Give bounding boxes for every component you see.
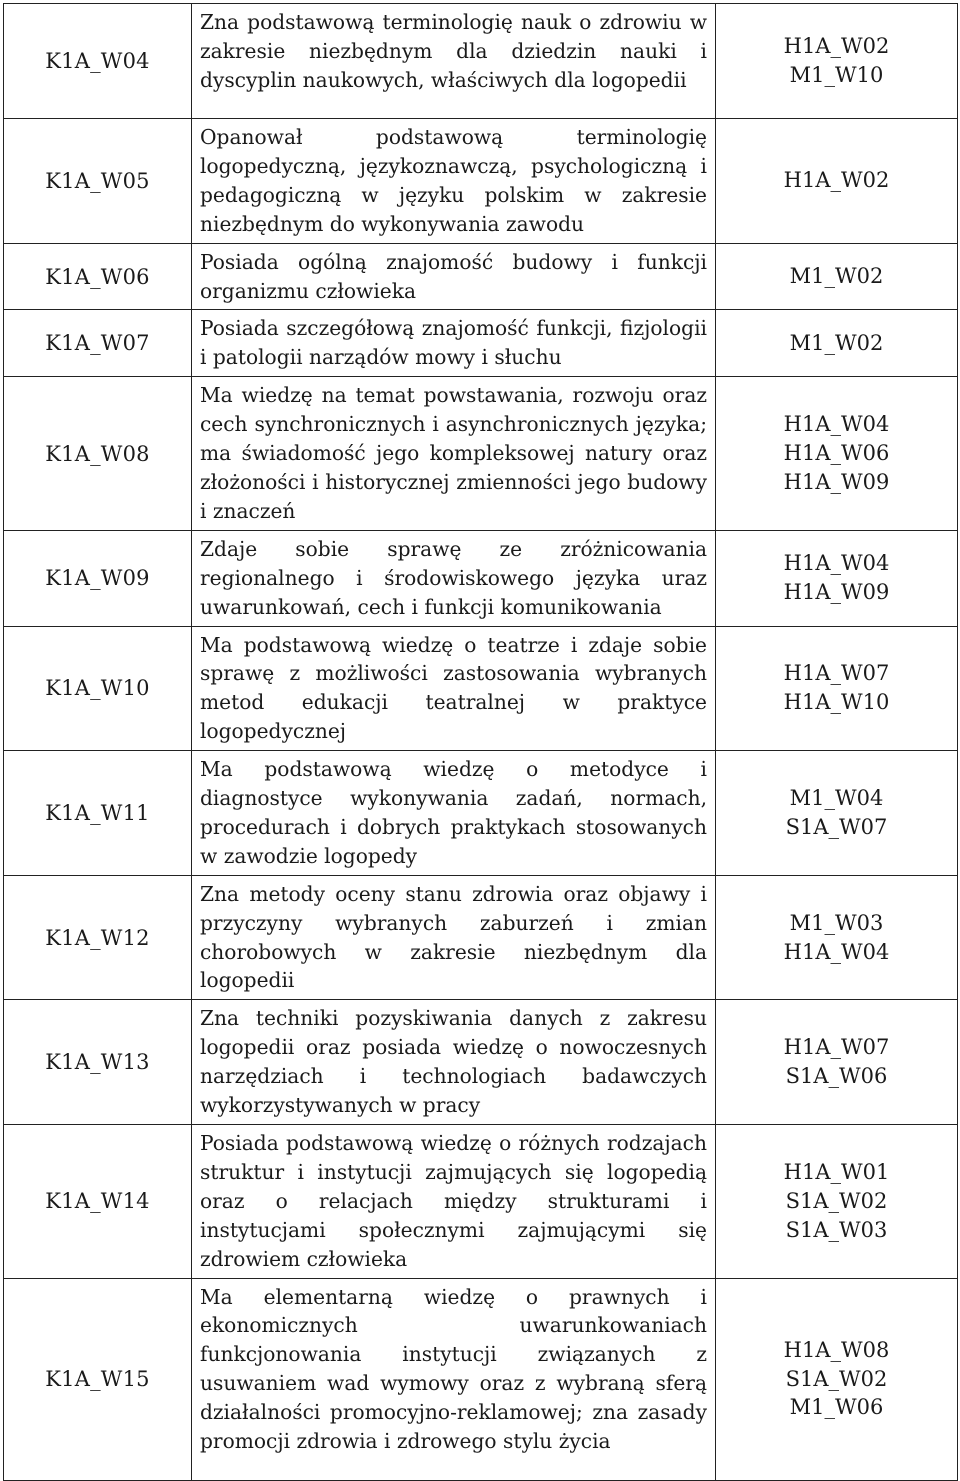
reference-code: M1_W02 [789, 264, 884, 289]
outcome-description: Ma podstawową wiedzę o metodyce i diagnostyce wykonywania zadań, normach, procedurach i dobrych praktykach stosowanych w zawodzie logopedy [192, 751, 716, 876]
reference-code: S1A_W07 [785, 814, 888, 839]
table-row [4, 377, 958, 531]
outcome-description: Posiada podstawową wiedzę o różnych rodzajach struktur i instytucji zajmujących się logopedią oraz o relacjach między strukturami i instytucjami społecznymi zajmującymi się zdrowiem człowieka [192, 1125, 716, 1279]
reference-code: M1_W04 [789, 786, 884, 811]
reference-code: H1A_W09 [783, 580, 890, 605]
outcome-code: K1A_W13 [4, 1000, 192, 1125]
reference-code: H1A_W04 [783, 939, 890, 964]
outcome-description: Opanował podstawową terminologię logopedyczną, językoznawczą, psychologiczną i pedagogiczną w języku polskim w zakresie niezbędnym do wykonywania zawodu [192, 119, 716, 244]
reference-code: H1A_W07 [783, 661, 890, 686]
table-row [4, 243, 958, 310]
table-row [4, 119, 958, 244]
reference-code: H1A_W06 [783, 441, 890, 466]
outcome-description: Ma wiedzę na temat powstawania, rozwoju oraz cech synchronicznych i asynchronicznych języka; ma świadomość jego kompleksowej natury oraz złożoności i historycznej zmienności jego budowy i znaczeń [192, 377, 716, 531]
outcome-code: K1A_W06 [4, 243, 192, 310]
reference-codes [716, 377, 958, 531]
outcome-description: Ma elementarną wiedzę o prawnych i ekonomicznych uwarunkowaniach funkcjonowania instytucji związanych z usuwaniem wad wymowy oraz z wybraną sferą działalności promocyjno-reklamowej; zna zasady promocji zdrowia i zdrowego stylu życia [192, 1278, 716, 1480]
table-row [4, 875, 958, 1000]
outcome-code: K1A_W12 [4, 875, 192, 1000]
reference-code: M1_W03 [789, 910, 884, 935]
outcome-description: Zna techniki pozyskiwania danych z zakresu logopedii oraz posiada wiedzę o nowoczesnych narzędziach i technologiach badawczych wykorzystywanych w pracy [192, 1000, 716, 1125]
reference-code: H1A_W09 [783, 469, 890, 494]
learning-outcomes-body [4, 4, 958, 1481]
table-row [4, 1125, 958, 1279]
reference-code: M1_W10 [789, 63, 884, 87]
reference-code: H1A_W02 [783, 168, 890, 193]
reference-code: H1A_W04 [783, 412, 890, 437]
reference-code: H1A_W10 [783, 690, 890, 715]
table-row [4, 751, 958, 876]
reference-codes [716, 1000, 958, 1125]
reference-codes [716, 1125, 958, 1279]
reference-codes [716, 4, 958, 119]
reference-codes [716, 310, 958, 377]
reference-code: H1A_W02 [783, 34, 890, 59]
outcome-code: K1A_W10 [4, 626, 192, 751]
reference-codes [716, 626, 958, 751]
learning-outcomes-table [3, 3, 958, 1481]
reference-codes [716, 530, 958, 626]
reference-codes [716, 119, 958, 244]
reference-code: M1_W06 [789, 1395, 884, 1420]
outcome-description: Zdaje sobie sprawę ze zróżnicowania regionalnego i środowiskowego języka uraz uwarunkowań, cech i funkcji komunikowania [192, 530, 716, 626]
reference-code: H1A_W01 [783, 1159, 890, 1184]
outcome-code: K1A_W11 [4, 751, 192, 876]
reference-code: H1A_W08 [783, 1337, 890, 1362]
outcome-description: Ma podstawową wiedzę o teatrze i zdaje sobie sprawę z możliwości zastosowania wybranych metod edukacji teatralnej w praktyce logopedycznej [192, 626, 716, 751]
outcome-description: Posiada ogólną znajomość budowy i funkcji organizmu człowieka [192, 243, 716, 310]
outcome-description: Zna podstawową terminologię nauk o zdrowiu w zakresie niezbędnym dla dziedzin nauki i dyscyplin naukowych, właściwych dla logopedii [192, 4, 716, 119]
table-row [4, 530, 958, 626]
reference-code: H1A_W04 [783, 551, 890, 576]
outcome-description: Posiada szczegółową znajomość funkcji, fizjologii i patologii narządów mowy i słuchu [192, 310, 716, 377]
reference-code: M1_W02 [789, 330, 884, 355]
table-row [4, 1000, 958, 1125]
outcome-code: K1A_W14 [4, 1125, 192, 1279]
outcome-code: K1A_W04 [4, 4, 192, 119]
outcome-description: Zna metody oceny stanu zdrowia oraz objawy i przyczyny wybranych zaburzeń i zmian chorobowych w zakresie niezbędnym dla logopedii [192, 875, 716, 1000]
reference-code: S1A_W02 [785, 1366, 888, 1391]
outcome-code: K1A_W05 [4, 119, 192, 244]
outcome-code: K1A_W08 [4, 377, 192, 531]
table-row [4, 4, 958, 119]
table-row [4, 310, 958, 377]
reference-codes [716, 875, 958, 1000]
outcome-code: K1A_W15 [4, 1278, 192, 1480]
outcome-code: K1A_W09 [4, 530, 192, 626]
reference-codes [716, 1278, 958, 1480]
reference-codes [716, 243, 958, 310]
reference-code: S1A_W06 [785, 1064, 888, 1089]
reference-code: S1A_W02 [785, 1188, 888, 1213]
reference-codes [716, 751, 958, 876]
reference-code: S1A_W03 [785, 1217, 888, 1242]
outcome-code: K1A_W07 [4, 310, 192, 377]
reference-code: H1A_W07 [783, 1035, 890, 1060]
table-row [4, 1278, 958, 1480]
table-row [4, 626, 958, 751]
